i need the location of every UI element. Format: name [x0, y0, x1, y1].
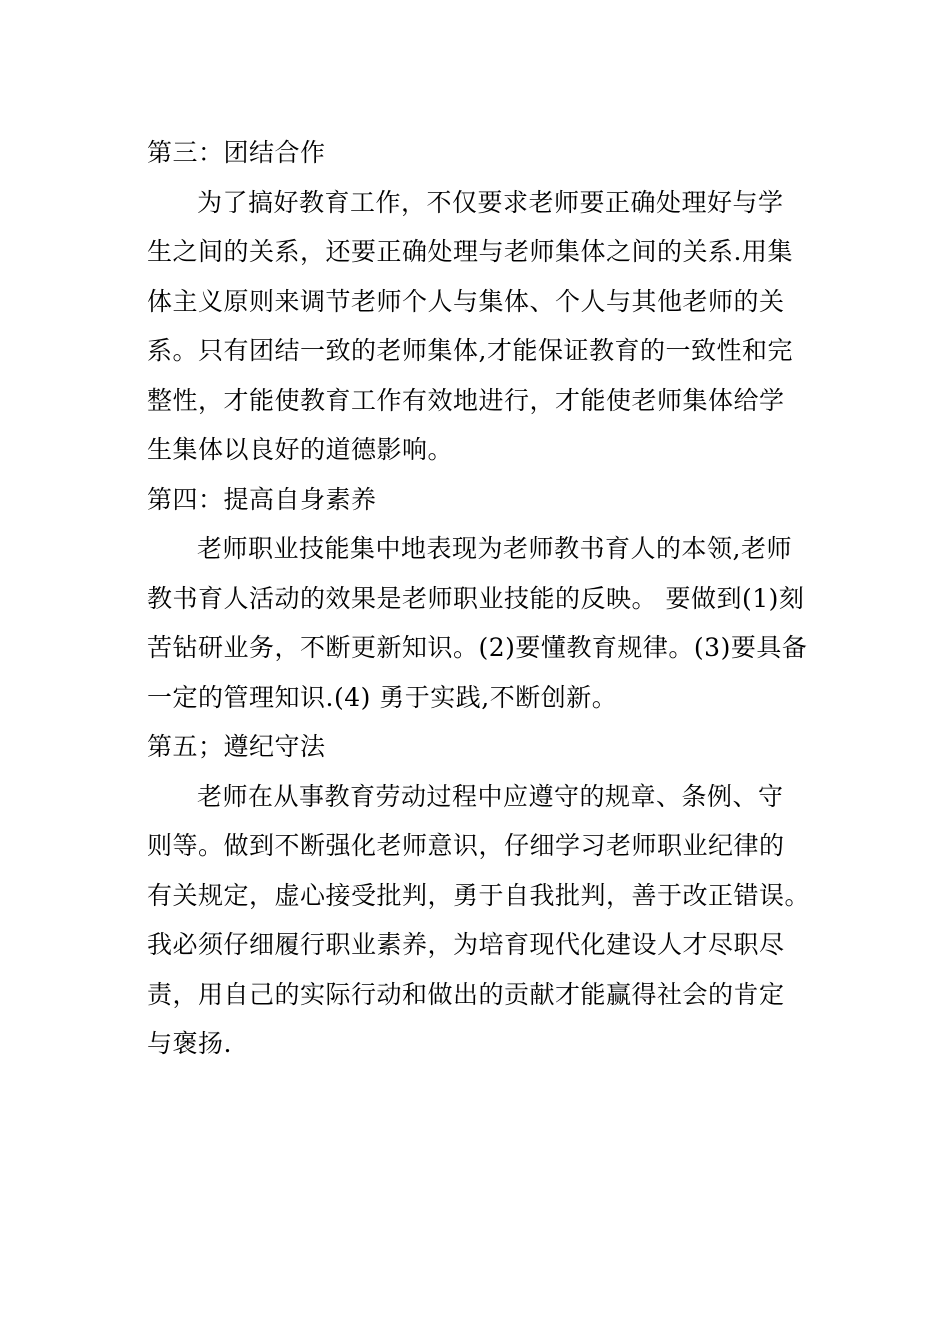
paragraph-line: 生之间的关系，还要正确处理与老师集体之间的关系.用集: [147, 237, 793, 266]
paragraph-line: 一定的管理知识.(4) 勇于实践,不断创新。: [147, 682, 618, 712]
paragraph-line: 为了搞好教育工作，不仅要求老师要正确处理好与学: [197, 187, 784, 217]
paragraph: [147, 524, 807, 722]
paragraph: [147, 178, 807, 475]
paragraph-line: 教书育人活动的效果是老师职业技能的反映。 要做到(1)刻: [147, 583, 805, 613]
paragraph-line: 生集体以良好的道德影响。: [147, 435, 454, 464]
paragraph-line: 有关规定，虚心接受批判，勇于自我批判，善于改正错误。: [147, 880, 811, 910]
paragraph: [147, 772, 811, 1069]
document-page: [147, 128, 811, 1069]
section-heading: 第四：提高自身素养: [147, 484, 377, 514]
section-unity: [147, 128, 807, 475]
paragraph-line: 体主义原则来调节老师个人与集体、个人与其他老师的关: [147, 286, 785, 316]
paragraph-line: 则等。做到不断强化老师意识，仔细学习老师职业纪律的: [147, 831, 785, 860]
paragraph-line: 我必须仔细履行职业素养，为培育现代化建设人才尽职尽: [147, 930, 785, 959]
paragraph-line: 老师职业技能集中地表现为老师教书育人的本领,老师: [197, 534, 792, 563]
paragraph-line: 老师在从事教育劳动过程中应遵守的规章、条例、守: [197, 781, 784, 811]
section-self-improvement: [147, 475, 807, 723]
paragraph-line: 苦钻研业务，不断更新知识。(2)要懂教育规律。(3)要具备: [147, 633, 808, 662]
paragraph-line: 责，用自己的实际行动和做出的贡献才能赢得社会的肯定: [147, 979, 785, 1009]
section-heading: 第三：团结合作: [147, 138, 326, 167]
section-discipline: [147, 722, 811, 1069]
paragraph-line: 与褒扬.: [147, 1029, 232, 1058]
section-heading: 第五；遵纪守法: [147, 732, 326, 761]
paragraph-line: 系。只有团结一致的老师集体,才能保证教育的一致性和完: [147, 336, 793, 365]
paragraph-line: 整性，才能使教育工作有效地进行，才能使老师集体给学: [147, 385, 785, 415]
